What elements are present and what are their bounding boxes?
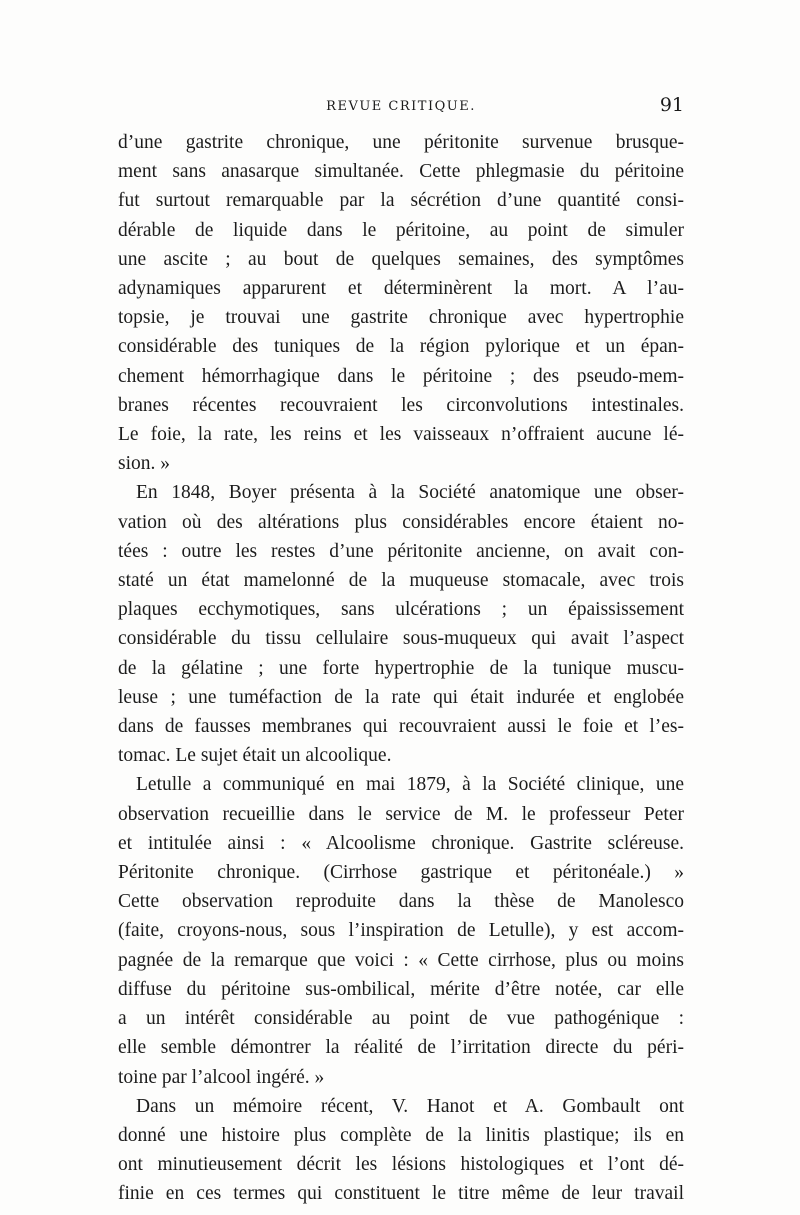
text-line: branes récentes recouvraient les circonvolutions intestinales. [118, 394, 684, 416]
text-line: Cette observation reproduite dans la thèse de Manolesco [118, 891, 684, 913]
text-line: pagnée de la remarque que voici : « Cette cirrhose, plus ou moins [118, 949, 684, 971]
text-line: staté un état mamelonné de la muqueuse stomacale, avec trois [118, 570, 684, 592]
text-line: En 1848, Boyer présenta à la Société anatomique une obser- [136, 482, 684, 504]
text-line: (faite, croyons-nous, sous l’inspiration de Letulle), y est accom- [118, 920, 684, 942]
text-line: Dans un mémoire récent, V. Hanot et A. Gombault ont [136, 1095, 684, 1117]
text-line: Le foie, la rate, les reins et les vaisseaux n’offraient aucune lé- [118, 424, 684, 446]
text-line: finie en ces termes qui constituent le titre même de leur travail [118, 1183, 684, 1205]
running-head: REVUE CRITIQUE. [326, 99, 476, 114]
text-line: observation recueillie dans le service de M. le professeur Peter [118, 803, 684, 825]
text-line: et intitulée ainsi : « Alcoolisme chronique. Gastrite scléreuse. [118, 832, 684, 854]
text-line: donné une histoire plus complète de la linitis plastique; ils en [118, 1124, 684, 1146]
text-line: Letulle a communiqué en mai 1879, à la Société clinique, une [136, 774, 684, 796]
text-line: considérable du tissu cellulaire sous-muqueux qui avait l’aspect [118, 628, 684, 650]
text-line: vation où des altérations plus considérables encore étaient no- [118, 511, 684, 533]
text-line: considérable des tuniques de la région pylorique et un épan- [118, 336, 684, 358]
text-line: elle semble démontrer la réalité de l’irritation directe du péri- [118, 1037, 684, 1059]
text-line: dans de fausses membranes qui recouvraient aussi le foie et l’es- [118, 716, 684, 738]
text-line: chement hémorrhagique dans le péritoine ; des pseudo-mem- [118, 365, 684, 387]
text-line: toine par l’alcool ingéré. » [118, 1066, 325, 1088]
paragraph-3 [118, 770, 684, 1091]
page-number: 91 [659, 94, 684, 116]
text-line: fut surtout remarquable par la sécrétion d’une quantité consi- [118, 190, 684, 212]
paragraph-4 [118, 1092, 684, 1209]
text-line: ont minutieusement décrit les lésions histologiques et l’ont dé- [118, 1154, 684, 1176]
text-line: d’une gastrite chronique, une péritonite survenue brusque- [118, 132, 684, 153]
text-line: sion. » [118, 453, 171, 475]
body-text [118, 128, 684, 1209]
text-line: tomac. Le sujet était un alcoolique. [118, 745, 392, 767]
text-line: leuse ; une tuméfaction de la rate qui était indurée et englobée [118, 686, 684, 708]
text-line: plaques ecchymotiques, sans ulcérations ; un épaississement [118, 599, 684, 621]
text-line: adynamiques apparurent et déterminèrent la mort. A l’au- [118, 278, 684, 300]
text-line: diffuse du péritoine sus-ombilical, mérite d’être notée, car elle [118, 978, 684, 1000]
text-line: ment sans anasarque simultanée. Cette phlegmasie du péritoine [118, 161, 684, 183]
page-header [118, 94, 684, 118]
text-line: de la gélatine ; une forte hypertrophie de la tunique muscu- [118, 657, 684, 679]
text-line: Péritonite chronique. (Cirrhose gastrique et péritonéale.) » [118, 862, 684, 884]
text-line: tées : outre les restes d’une péritonite ancienne, on avait con- [118, 540, 684, 562]
paragraph-2 [118, 478, 684, 770]
text-line: une ascite ; au bout de quelques semaines, des symptômes [118, 248, 684, 270]
text-line: dérable de liquide dans le péritoine, au point de simuler [118, 219, 684, 241]
text-line: topsie, je trouvai une gastrite chronique avec hypertrophie [118, 307, 684, 329]
paragraph-1 [118, 128, 684, 478]
text-line: a un intérêt considérable au point de vue pathogénique : [118, 1008, 684, 1030]
